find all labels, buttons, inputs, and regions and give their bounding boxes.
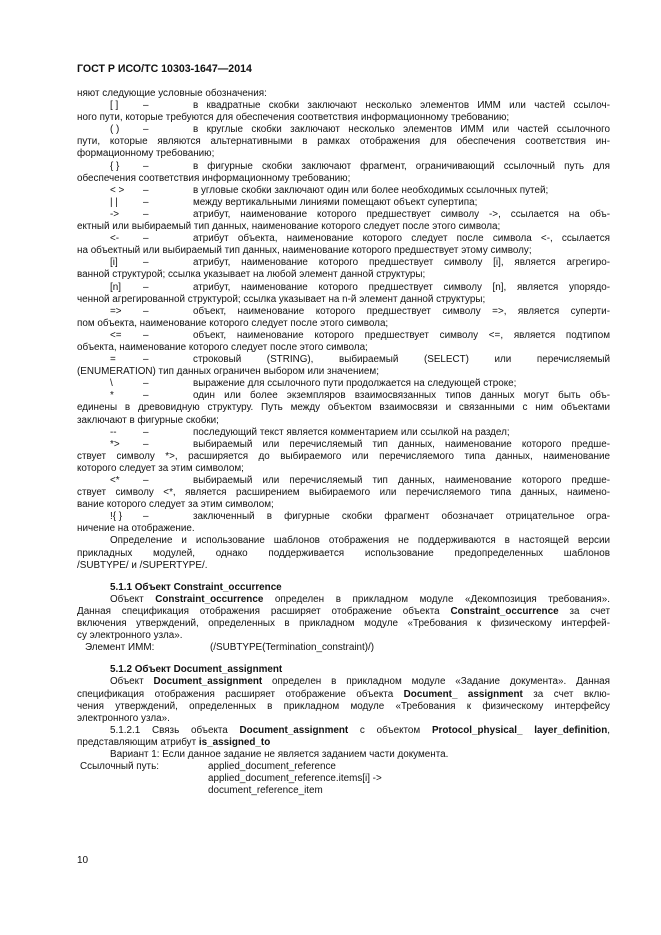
notation-item xyxy=(77,124,610,136)
notation-symbol: !{ } xyxy=(110,511,123,523)
notation-text: в квадратные скобки заключают несколько элементов ИММ или частей ссылоч- xyxy=(193,100,610,112)
notation-text: выбираемый или перечисляемый тип данных, наименование которого предше- xyxy=(193,475,610,486)
notation-dash: – xyxy=(143,305,149,317)
notation-item xyxy=(77,257,610,269)
section-5-1-2-line: спецификация отображения расширяет отображение объекта Document_ assignment за счет вклю- xyxy=(77,688,611,700)
imm-element-value: (/SUBTYPE(Termination_constraint)/) xyxy=(210,642,375,654)
notation-dash: – xyxy=(143,208,149,220)
notation-item xyxy=(77,378,610,390)
section-5-1-2-1-line: 5.1.2.1 Связь объекта Document_assignment с объектом Protocol_physical_ layer_definition, xyxy=(110,724,610,736)
notation-continuation: (ENUMERATION) тип данных ограничен выбором или значением; xyxy=(77,366,379,378)
section-5-1-1-line: включения утверждений, определенных в прикладном модуле «Требования к физическому интерфей- xyxy=(77,618,610,630)
notation-symbol: | | xyxy=(110,196,118,208)
notation-continuation: пом объекта, наименование которого следует после этого символа; xyxy=(77,317,389,329)
notation-dash: – xyxy=(143,329,149,341)
notation-dash: – xyxy=(143,426,149,438)
section-5-1-2-line: электронного узла». xyxy=(77,712,170,724)
notation-item xyxy=(77,330,610,342)
notation-continuation: ничение на отображение. xyxy=(77,523,195,535)
notation-text: атрибут, наименование которого предшествует символу ->, ссылается на объ- xyxy=(193,208,610,220)
notation-symbol: ( ) xyxy=(110,124,120,136)
notation-text: в фигурные скобки заключают фрагмент, ограничивающий ссылочный путь для xyxy=(193,160,610,172)
templates-paragraph-line: /SUBTYPE/ и /SUPERTYPE/. xyxy=(77,559,208,571)
notation-text: выражение для ссылочного пути продолжается на следующей строке; xyxy=(193,378,517,390)
notation-text: в угловые скобки заключают один или более необходимых ссылочных путей; xyxy=(193,184,549,196)
notation-continuation: единены в древовидную структуру. Путь между объектом взаимосвязи и связанными с ним объектами xyxy=(77,402,610,414)
section-5-1-2-title: 5.1.2 Объект Document_assignment xyxy=(110,664,283,676)
notation-symbol: { } xyxy=(110,160,120,172)
notation-dash: – xyxy=(143,257,149,269)
imm-element-row xyxy=(77,642,610,654)
notation-item xyxy=(77,475,610,487)
reference-path-label: Ссылочный путь: xyxy=(80,761,159,773)
notation-text: объект, наименование которого предшествует символу =>, является суперти- xyxy=(193,305,610,317)
reference-path-block xyxy=(77,761,610,797)
notation-symbol: -- xyxy=(110,426,117,438)
notation-continuation: вание которого следует за этим символом; xyxy=(77,499,274,511)
notation-item xyxy=(77,511,610,523)
notation-continuation: ного пути, которые требуются для обеспечения соответствия информационному требованию; xyxy=(77,112,510,124)
notation-text: атрибут объекта, наименование которого следует после символа <-, ссылается xyxy=(193,233,610,245)
notation-continuation: ствует символу *>, расширяется до выбираемого или перечисляемого типа данных, наименование xyxy=(77,450,610,462)
section-5-1-1-line: су электронного узла». xyxy=(77,630,183,642)
notation-item xyxy=(77,161,610,173)
notation-item xyxy=(77,100,610,112)
notation-text: объект, наименование которого предшествует символу <=, является подтипом xyxy=(193,329,610,341)
notation-dash: – xyxy=(143,160,149,172)
notation-symbol: <= xyxy=(110,329,122,341)
notation-dash: – xyxy=(143,475,149,486)
section-5-1-2-line: Объект Document_assignment определен в прикладном модуле «Задание документа». Данная xyxy=(110,676,610,688)
notation-dash: – xyxy=(143,511,149,523)
notation-item xyxy=(77,439,610,451)
notation-symbol: *> xyxy=(110,438,120,450)
section-5-1-2-1-line: представляющим атрибут is_assigned_to xyxy=(77,736,271,748)
reference-path-line: applied_document_reference xyxy=(208,761,336,773)
reference-path-lines xyxy=(208,761,382,797)
notation-continuation: ектный или выбираемый тип данных, наименование которого следует после этого символа; xyxy=(77,221,501,233)
section-5-1-1-line: Данная спецификация отображения расширяет отображение объекта Constraint_occurrence за счет xyxy=(77,605,610,617)
notation-item xyxy=(77,197,610,209)
notation-continuation: объекта, наименование которого следует после этого символа; xyxy=(77,341,368,353)
notation-continuation: ванной структурой; ссылка указывает на любой элемент данной структуры; xyxy=(77,269,426,281)
imm-element-label: Элемент ИММ: xyxy=(85,642,155,654)
notation-dash: – xyxy=(143,100,149,112)
notation-text: в круглые скобки заключают несколько элементов ИММ или частей ссылочного xyxy=(193,124,610,136)
notation-item xyxy=(77,390,610,402)
notation-dash: – xyxy=(143,378,149,390)
notation-continuation: которого следует за этим символом; xyxy=(77,462,244,474)
document-header: ГОСТ Р ИСО/ТС 10303-1647—2014 xyxy=(77,63,252,75)
notation-continuation: формационному требованию; xyxy=(77,148,215,160)
notation-item xyxy=(77,427,610,439)
reference-path-line: document_reference_item xyxy=(208,785,323,797)
section-5-1-1-title: 5.1.1 Объект Constraint_occurrence xyxy=(110,581,282,593)
document-body xyxy=(77,88,610,797)
notation-dash: – xyxy=(143,184,149,196)
notation-continuation: на объектный или выбираемый тип данных, наименование которого предшествует этому символу; xyxy=(77,245,532,257)
section-5-1-1-line: Объект Constraint_occurrence определен в прикладном модуле «Декомпозиция требования». xyxy=(110,593,610,605)
notation-symbol: <- xyxy=(110,233,120,245)
notation-text: заключенный в фигурные скобки фрагмент обозначает отрицательное огра- xyxy=(193,511,610,523)
notation-text: атрибут, наименование которого предшествует символу [i], является агрегиро- xyxy=(193,257,610,269)
notation-dash: – xyxy=(143,233,149,245)
page-number: 10 xyxy=(77,855,89,866)
notation-continuation: ствует символу <*, является расширением выбираемого или перечисляемого типа данных, наимено- xyxy=(77,487,610,499)
notation-dash: – xyxy=(143,390,149,402)
notation-symbol: * xyxy=(110,390,114,402)
notation-symbol: [i] xyxy=(110,257,118,269)
notation-symbol: <* xyxy=(110,475,120,486)
notation-symbol: => xyxy=(110,305,122,317)
notation-item xyxy=(77,233,610,245)
notation-dash: – xyxy=(143,196,149,208)
templates-paragraph-line: прикладных модулей, однако поддерживается использование предопределенных шаблонов xyxy=(77,547,610,559)
notation-dash: – xyxy=(143,354,149,366)
section-5-1-2-line: чения утверждений, определенных в прикладном модуле «Требования к физическому интерфейсу xyxy=(77,700,610,712)
notation-text: строковый (STRING), выбираемый (SELECT) или перечисляемый xyxy=(193,354,610,366)
notation-dash: – xyxy=(143,438,149,450)
notation-symbol: \ xyxy=(110,378,113,390)
notation-item xyxy=(77,209,610,221)
notation-item xyxy=(77,282,610,294)
reference-path-line: applied_document_reference.items[i] -> xyxy=(208,773,382,785)
notation-symbol: [n] xyxy=(110,281,121,293)
notation-text: выбираемый или перечисляемый тип данных, наименование которого предше- xyxy=(193,438,610,450)
notation-symbol: < > xyxy=(110,184,125,196)
variant-line: Вариант 1: Если данное задание не является заданием части документа. xyxy=(110,748,449,760)
notation-dash: – xyxy=(143,281,149,293)
notation-continuation: заключают в фигурные скобки; xyxy=(77,414,219,426)
notation-continuation: ченной агрегированной структурой; ссылка указывает на n-й элемент данной структуры; xyxy=(77,293,486,305)
notation-item xyxy=(77,354,610,366)
notation-item xyxy=(77,185,610,197)
notation-symbol: = xyxy=(110,354,116,366)
notation-symbol: -> xyxy=(110,208,120,220)
notation-item xyxy=(77,306,610,318)
intro-line: няют следующие условные обозначения: xyxy=(77,88,267,99)
notation-list xyxy=(77,100,610,535)
templates-paragraph-line: Определение и использование шаблонов отображения не поддерживаются в настоящей версии xyxy=(110,535,610,547)
notation-text: последующий текст является комментарием или ссылкой на раздел; xyxy=(193,426,510,438)
notation-continuation: пути, которые являются альтернативными в рамках отображения для обеспечения соответствия ин- xyxy=(77,136,610,148)
notation-symbol: [ ] xyxy=(110,100,119,112)
notation-text: атрибут, наименование которого предшествует символу [n], является упорядо- xyxy=(193,281,610,293)
notation-dash: – xyxy=(143,124,149,136)
notation-continuation: обеспечения соответствия информационному требованию; xyxy=(77,172,351,184)
notation-text: один или более экземпляров взаимосвязанных типов данных могут быть объ- xyxy=(193,390,610,402)
notation-text: между вертикальными линиями помещают объект супертипа; xyxy=(193,196,478,208)
